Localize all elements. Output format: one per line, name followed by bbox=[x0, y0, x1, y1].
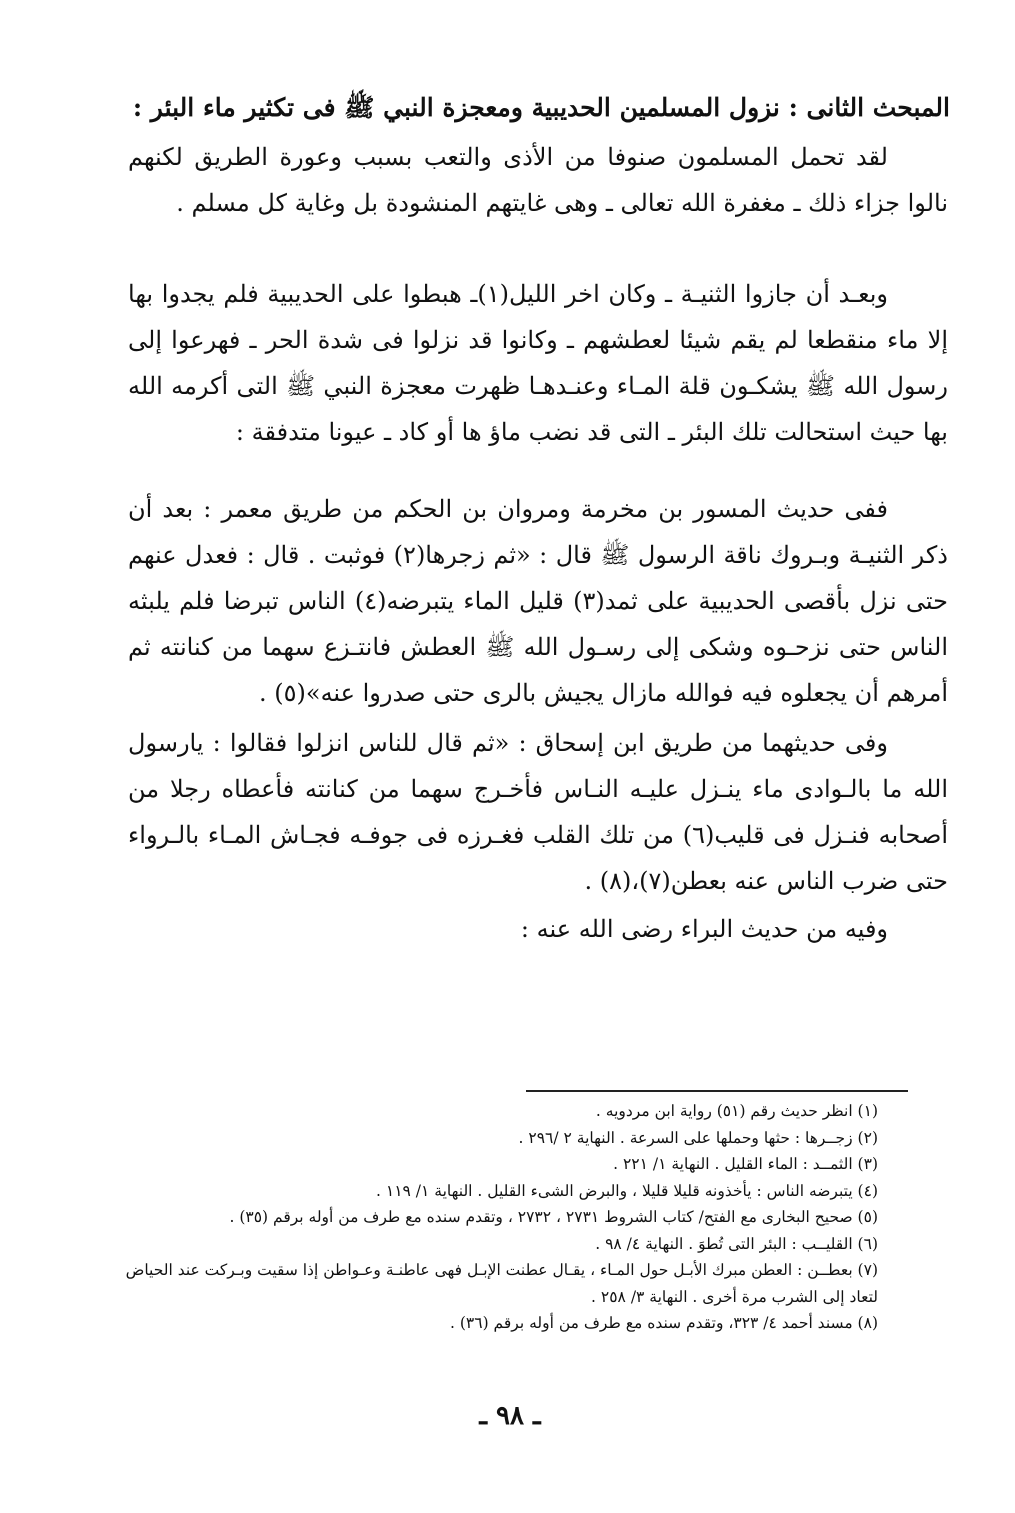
footnote-1: (١) انظر حديث رقم (٥١) رواية ابن مردويه . bbox=[595, 1102, 878, 1120]
footnote-2: (٢) زجــرها : حثها وحملها على السرعة . النهاية ٢ /٢٩٦ . bbox=[518, 1128, 878, 1147]
footnote-3: (٣) الثمــد : الماء القليل . النهاية ١/ ٢٢١ . bbox=[613, 1155, 878, 1173]
footnote-4: (٤) يتبرضه الناس : يأخذونه قليلا قليلا ، والبرض الشىء القليل . النهاية ١/ ١١٩ . bbox=[376, 1181, 878, 1200]
paragraph-5: وفيه من حديث البراء رضى الله عنه : bbox=[520, 915, 888, 943]
footnotes bbox=[118, 1098, 948, 1337]
footnote-divider bbox=[526, 1090, 908, 1092]
footnote-5: (٥) صحيح البخارى مع الفتح/ كتاب الشروط ٢٧٣١ ، ٢٧٣٢ ، وتقدم سنده مع طرف من أوله برقم (٣٥) . bbox=[229, 1208, 878, 1226]
footnote-8: (٨) مسند أحمد ٤/ ٣٢٣، وتقدم سنده مع طرف من أوله برقم (٣٦) . bbox=[450, 1314, 878, 1332]
footnote-7: (٧) بعطــن : العطن مبرك الأبـل حول المـاء ، يقـال عطنت الإبـل فهى عاطنـة وعـواطن إذا سقيت وبـركت عند الحياض لتعاد إلى الشرب مرة أخرى . النهاية ٣/ ٢٥٨ . bbox=[125, 1261, 878, 1306]
section-heading: المبحث الثانى : نزول المسلمين الحديبية ومعجزة النبي ﷺ فى تكثير ماء البئر : bbox=[132, 93, 950, 122]
paragraph-4: وفى حديثهما من طريق ابن إسحاق : «ثم قال للناس انزلوا فقالوا : يارسول الله ما بالـوادى ماء ينـزل عليـه النـاس فأخـرج سهما من كنانته فأعطاه رجلا من أصحابه فنـزل فى قليب(٦) من تلك القلب فغـرزه فى جوفـه فجـاش المـاء بالـرواء حتى ضرب الناس عنه بعطن(٧)،(٨) . bbox=[128, 729, 948, 895]
footnote-6: (٦) القليــب : البئر التى تُطوَ . النهاية ٤/ ٩٨ . bbox=[595, 1234, 878, 1253]
paragraph-3: ففى حديث المسور بن مخرمة ومروان بن الحكم من طريق معمر : بعد أن ذكر الثنيـة وبـروك ناقة الرسول ﷺ قال : «ثم زجرها(٢) فوثبت . قال : فعدل عنهم حتى نزل بأقصى الحديبية على ثمد(٣) قليل الماء يتبرضه(٤) الناس تبرضا فلم يلبثه الناس حتى نزحـوه وشكى إلى رسـول الله ﷺ العطش فانتـزع سهما من كنانته ثم أمرهم أن يجعلوه فيه فوالله مازال يجيش بالرى حتى صدروا عنه»(٥) . bbox=[128, 495, 948, 707]
paragraph-1: لقد تحمل المسلمون صنوفا من الأذى والتعب بسبب وعورة الطريق لكنهم نالوا جزاء ذلك ـ مغفرة الله تعالى ـ وهى غايتهم المنشودة بل وغاية كل مسلم . bbox=[128, 143, 948, 217]
paragraph-2: وبعـد أن جازوا الثنيـة ـ وكان اخر الليل(١)ـ هبطوا على الحديبية فلم يجدوا بها إلا ماء منقطعا لم يقم شيئا لعطشهم ـ وكانوا قد نزلوا فى شدة الحر ـ فهرعوا إلى رسول الله ﷺ يشكـون قلة المـاء وعنـدهـا ظهرت معجزة النبي ﷺ التى أكرمه الله بها حيث استحالت تلك البئر ـ التى قد نضب ماؤ ها أو كاد ـ عيونا متدفقة : bbox=[128, 280, 948, 446]
page-number: ـ ٩٨ ـ bbox=[479, 1401, 541, 1431]
